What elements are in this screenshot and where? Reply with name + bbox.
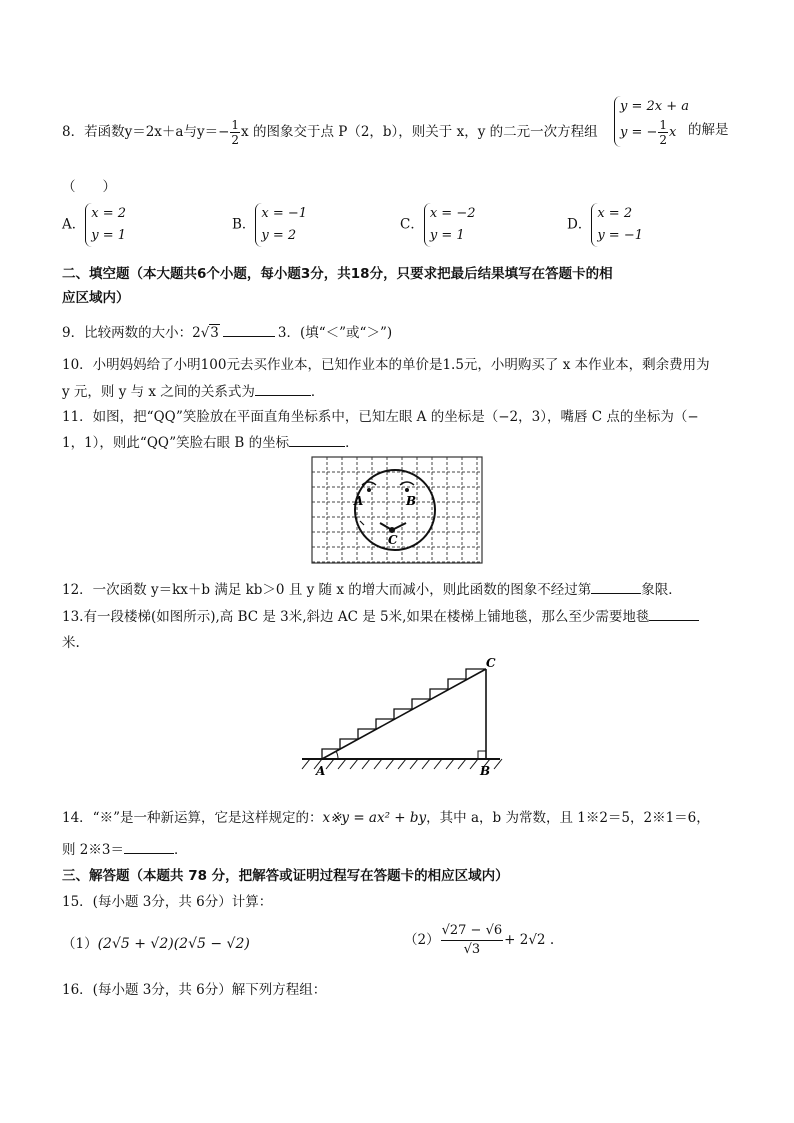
q8-option-a: A． x = 2 y = 1 xyxy=(62,203,126,247)
q14-line1: 14．“※”是一种新运算，它是这样规定的：x※y = ax² + by，其中 a，b 为常数，且 1※2＝5，2※1＝6， xyxy=(62,810,710,826)
q15-intro: 15．(每小题 3分，共 6分）计算： xyxy=(62,894,273,910)
q8-option-c: C． x = −2 y = 1 xyxy=(400,203,476,247)
q10-line1: 10．小明妈妈给了小明100元去买作业本，已知作业本的单价是1.5元，小明购买了 x 本作业本，剩余费用为 xyxy=(62,357,710,373)
staircase-figure xyxy=(296,655,506,777)
q8-system xyxy=(614,96,689,147)
label-b: B xyxy=(406,494,417,508)
q8-option-d: D． x = 2 y = −1 xyxy=(567,203,643,247)
section3-heading: 三、解答题（本题共 78 分，把解答或证明过程写在答题卡的相应区域内） xyxy=(62,868,509,884)
hypotenuse-ac xyxy=(322,669,486,759)
q12: 12．一次函数 y＝kx＋b 满足 kb＞0 且 y 随 x 的增大而减小，则此函数的图象不经过第 象限． xyxy=(62,582,682,598)
label-a: A xyxy=(316,764,326,777)
answer-blank xyxy=(124,853,174,854)
q15-part2: （2） $\frac{√27 - √6}{√3}$ + 2√2 . xyxy=(404,923,555,957)
q11-line2: 1，1），则此“QQ”笑脸右眼 B 的坐标 ． xyxy=(62,435,359,451)
qq-smiley-figure xyxy=(310,455,484,565)
q16-intro: 16．(每小题 3分，共 6分）解下列方程组： xyxy=(62,982,327,998)
answer-blank xyxy=(649,620,699,621)
q11-line1: 11．如图，把“QQ”笑脸放在平面直角坐标系中，已知左眼 A 的坐标是（−2，3），嘴唇 C 点的坐标为（− xyxy=(62,409,699,425)
q8-tail: 的解是 xyxy=(688,122,729,138)
q13-line2: 米. xyxy=(62,635,80,651)
label-b: B xyxy=(480,764,491,777)
answer-blank xyxy=(289,446,345,447)
q14-line2: 则 2※3＝ ． xyxy=(62,842,188,858)
q9: 9．比较两数的大小：2√3 3．(填“＜”或“＞”) xyxy=(62,325,393,341)
equation-system: y = 2x + a y = − $\frac{1}{2}$ x xyxy=(614,96,689,147)
answer-blank xyxy=(223,336,275,337)
answer-blank xyxy=(591,593,641,594)
q15-part1: （1）(2√5 + √2)(2√5 − √2) xyxy=(62,936,250,952)
q10-line2: y 元，则 y 与 x 之间的关系式为 ． xyxy=(62,384,325,400)
label-c: C xyxy=(388,533,398,547)
q8-stem: 8．若函数y＝2x＋a与y＝− $\frac{1}{2}$ x 的图象交于点 P（2，b），则关于 x，y 的二元一次方程组 xyxy=(62,118,598,147)
fraction: $\frac{1}{2}$ xyxy=(659,118,668,147)
fraction: $\frac{1}{2}$ xyxy=(231,118,240,147)
fraction: $\frac{√27 - √6}{√3}$ xyxy=(441,923,503,957)
q8-answer-paren: （ ） xyxy=(62,179,116,195)
label-a: A xyxy=(354,494,364,508)
q8-option-b: B． x = −1 y = 2 xyxy=(232,203,307,247)
right-eye-point xyxy=(405,488,409,492)
left-eye-point xyxy=(367,488,371,492)
label-c: C xyxy=(486,656,496,670)
q13-line1: 13.有一段楼梯(如图所示),高 BC 是 3米,斜边 AC 是 5米,如果在楼梯上铺地毯，那么至少需要地毯 xyxy=(62,605,699,625)
section2-heading-cont: 应区域内） xyxy=(62,290,130,306)
answer-blank xyxy=(255,395,311,396)
section2-heading: 二、填空题（本大题共6个小题，每小题3分，共18分，只要求把最后结果填写在答题卡的相 xyxy=(62,266,613,282)
